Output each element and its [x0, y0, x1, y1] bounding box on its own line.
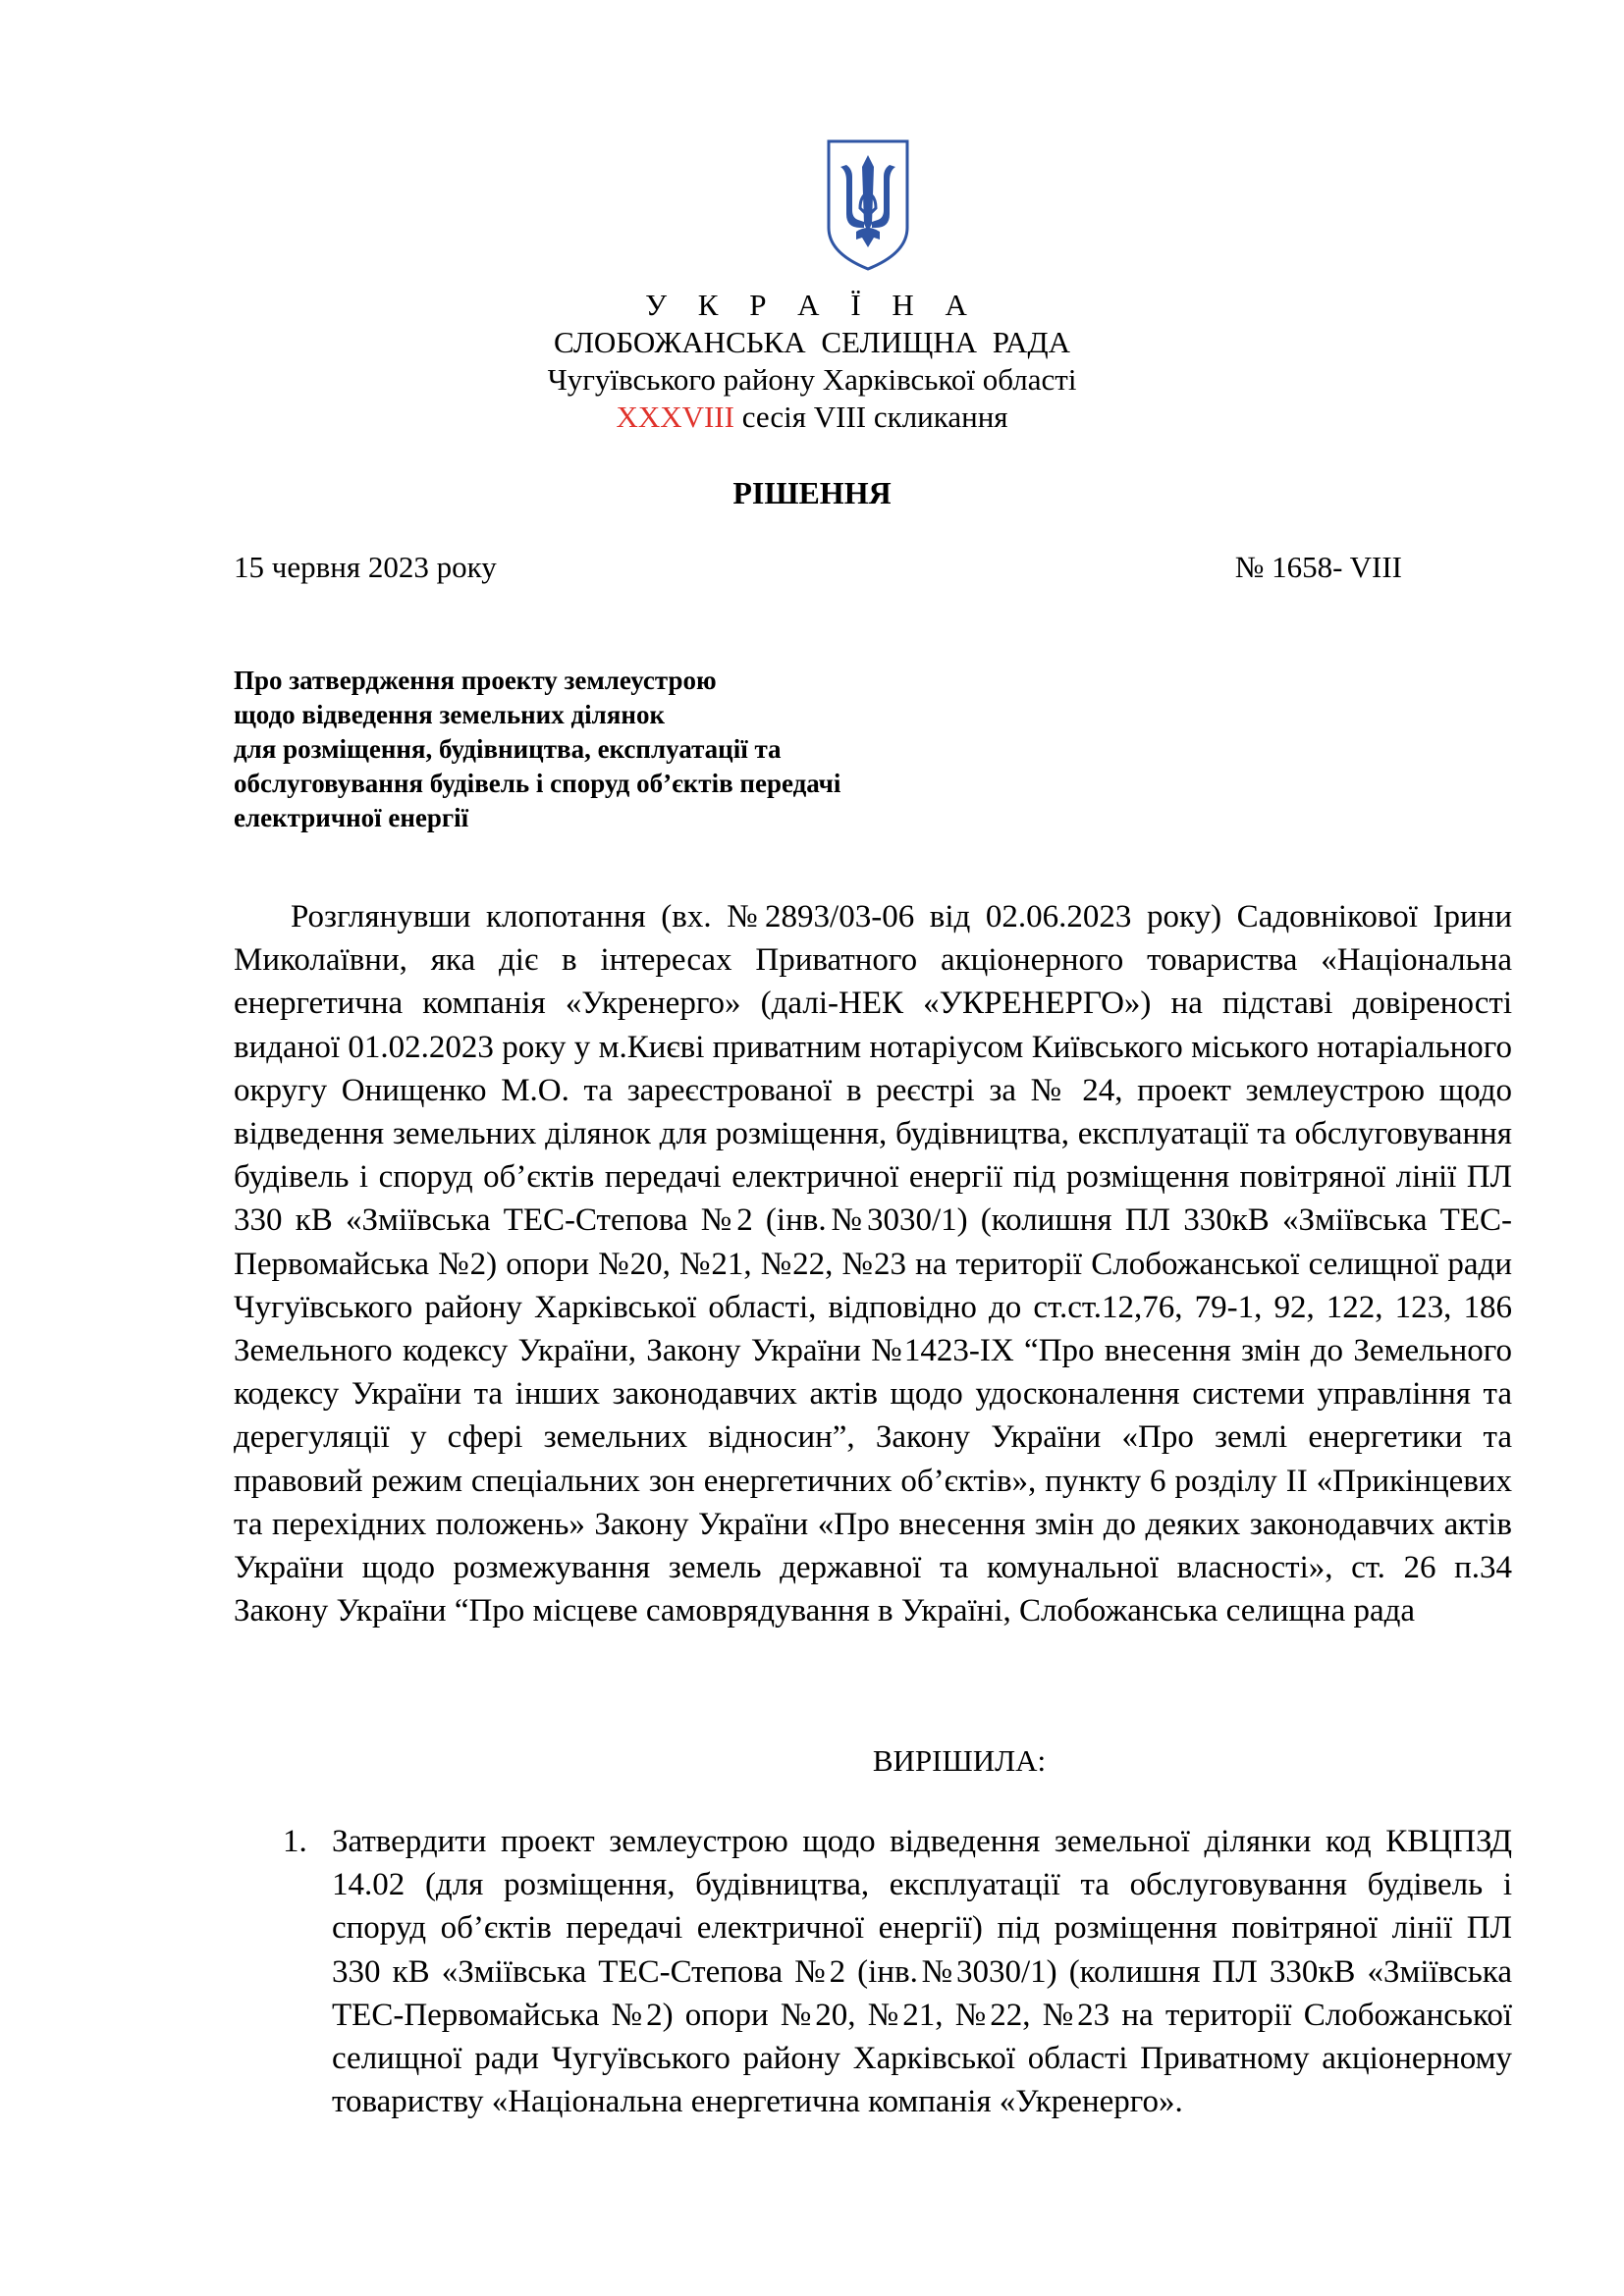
council-name: СЛОБОЖАНСЬКА СЕЛИЩНА РАДА	[554, 325, 1070, 359]
list-item-number: 1.	[283, 1824, 307, 1859]
subject-line: Про затвердження проекту землеустрою	[234, 666, 717, 695]
document-header	[0, 287, 1624, 436]
decision-title: РІШЕННЯ	[732, 475, 892, 510]
session-line	[0, 399, 1624, 436]
district-name: Чугуївського району Харківської області	[547, 362, 1077, 397]
session-number: XXXVIII	[616, 400, 734, 434]
subject-line: щодо відведення земельних ділянок	[234, 700, 666, 729]
decision-number: № 1658- VIII	[1234, 550, 1402, 584]
decision-subject	[234, 664, 980, 835]
subject-line: електричної енергії	[234, 803, 469, 832]
decision-date: 15 червня 2023 року	[234, 550, 497, 584]
session-convocation: сесія VIII скликання	[733, 400, 1008, 434]
preamble-paragraph: Розглянувши клопотання (вх. №2893/03-06 від 02.06.2023 року) Садовнікової Ірини Миколаївни, яка діє в інтересах Приватного акціонерного товариства «Національна енергетична компанія «Укренерго» (далі-НЕК «УКРЕНЕРГО») на підставі довіреності виданої 01.02.2023 року у м.Києві приватним нотаріусом Київського міського нотаріального округу Онищенко М.О. та зареєстрованої в реєстрі за № 24, проект землеустрою щодо відведення земельних ділянок для розміщення, будівництва, експлуатації та обслуговування будівель і споруд об’єктів передачі електричної енергії під розміщення повітряної лінії ПЛ 330 кВ «Зміївська ТЕС-Степова №2 (інв.№3030/1) (колишня ПЛ 330кВ «Зміївська ТЕС-Первомайська №2) опори №20, №21, №22, №23 на території Слобожанської селищної ради Чугуївського району Харківської області, відповідно до ст.ст.12,76, 79-1, 92, 122, 123, 186 Земельного кодексу України, Закону України №1423-IX “Про внесення змін до Земельного кодексу України та інших законодавчих актів щодо удосконалення системи управління та дерегуляції у сфері земельних відносин”, Закону України «Про землі енергетики та правовий режим спеціальних зон енергетичних об’єктів», пункту 6 розділу II «Прикінцевих та перехідних положень» Закону України «Про внесення змін до деяких законодавчих актів України щодо розмежування земель державної та комунальної власності», ст. 26 п.34 Закону України “Про місцеве самоврядування в Україні, Слобожанська селищна рада	[234, 899, 1512, 1629]
subject-line: обслуговування будівель і споруд об’єктів передачі	[234, 769, 841, 798]
resolved-heading: ВИРІШИЛА:	[872, 1743, 1047, 1778]
list-item-text: Затвердити проект землеустрою щодо відведення земельної ділянки код КВЦПЗД 14.02 (для розміщення, будівництва, експлуатації та обслуговування будівель і споруд об’єктів передачі електричної енергії) під розміщення повітряної лінії ПЛ 330 кВ «Зміївська ТЕС-Степова №2 (інв.№3030/1) (колишня ПЛ 330кВ «Зміївська ТЕС-Первомайська №2) опори №20, №21, №22, №23 на території Слобожанської селищної ради Чугуївського району Харківської області Приватному акціонерному товариству «Національна енергетична компанія «Укренерго».	[332, 1824, 1512, 2120]
subject-line: для розміщення, будівництва, експлуатації та	[234, 734, 782, 764]
country-name: У К Р А Ї Н А	[645, 288, 979, 322]
coat-of-arms-of-ukraine-icon	[823, 137, 913, 273]
